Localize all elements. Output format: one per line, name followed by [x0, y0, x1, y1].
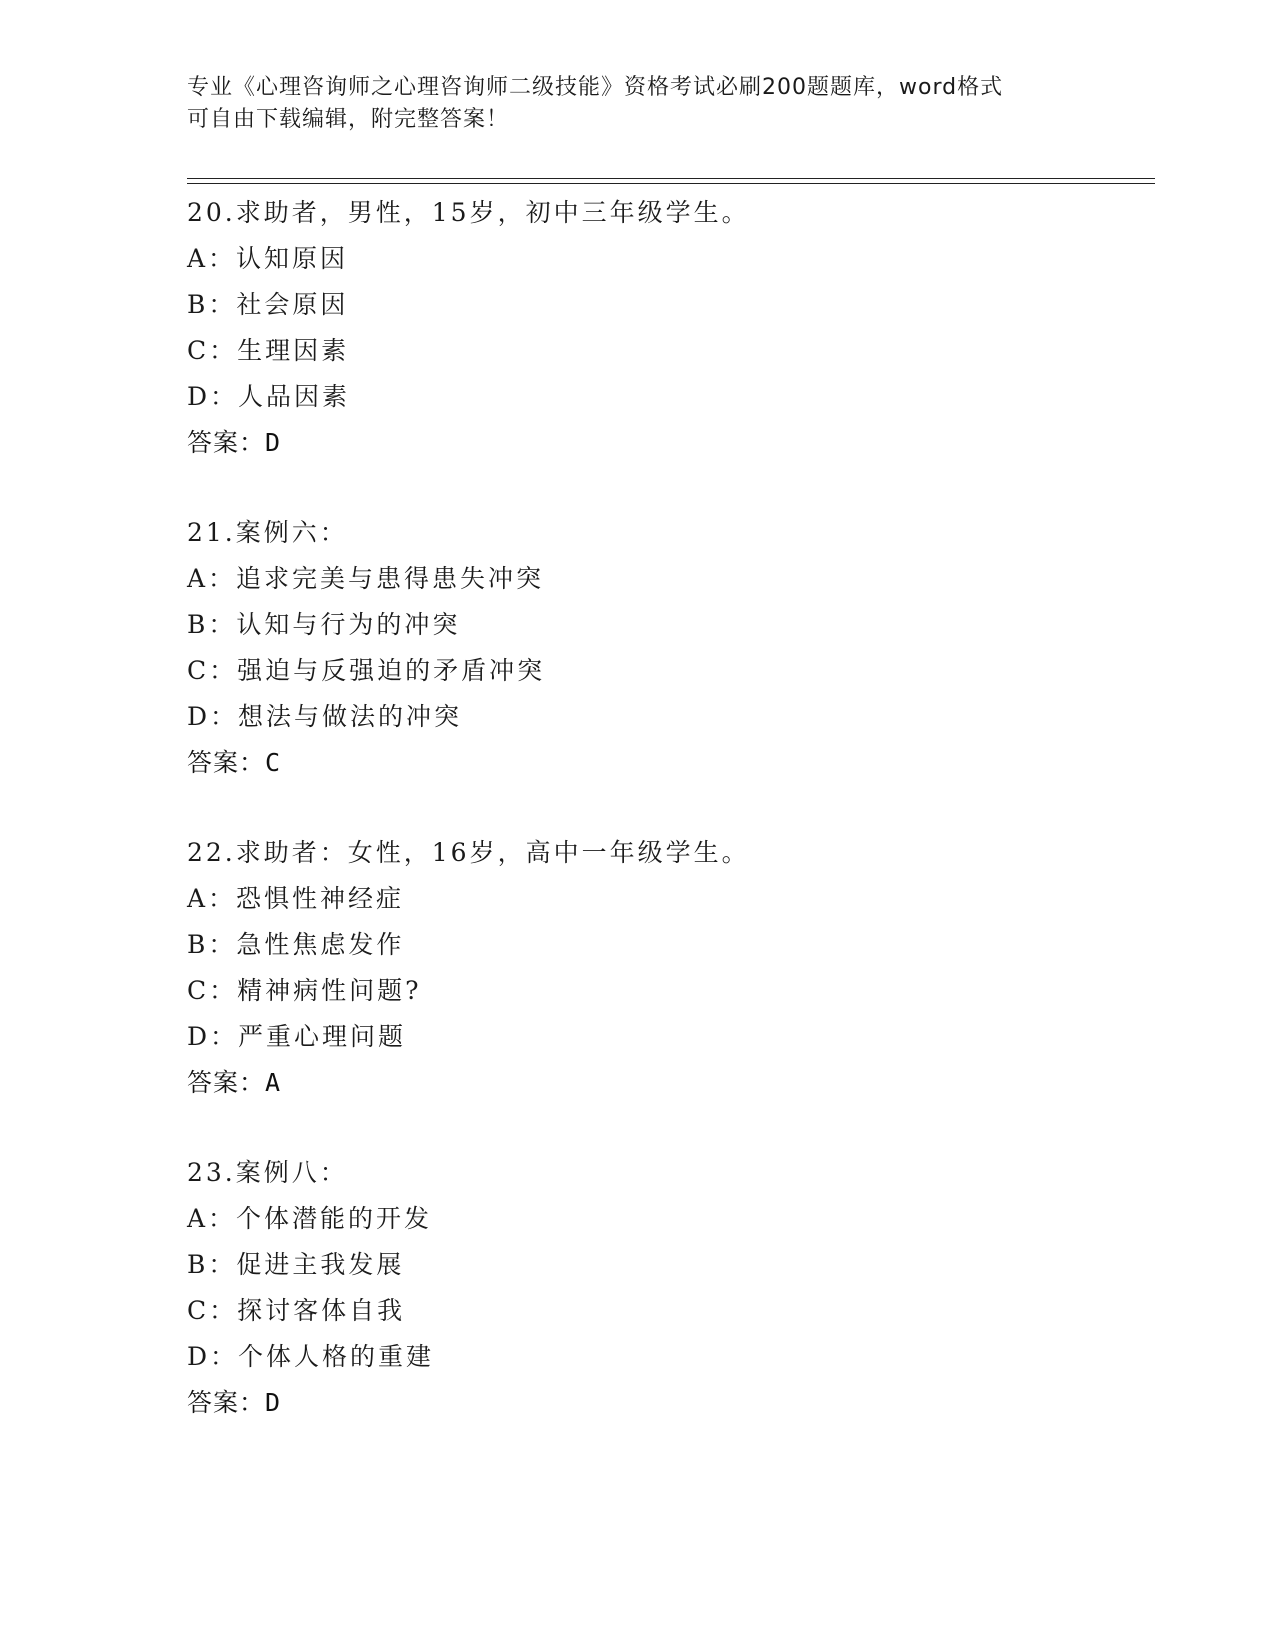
question-stem: 21.案例六：	[187, 518, 348, 547]
question-spacer	[187, 1106, 1137, 1150]
question-stem: 23.案例八：	[187, 1158, 348, 1187]
question-20	[187, 190, 1137, 466]
option-b: B：促进主我发展	[187, 1250, 405, 1279]
answer-line: 答案：D	[187, 428, 282, 457]
question-21	[187, 510, 1137, 786]
header-line-1: 专业《心理咨询师之心理咨询师二级技能》资格考试必刷200题题库，word格式	[187, 75, 1004, 100]
question-stem: 20.求助者，男性，15岁，初中三年级学生。	[187, 198, 750, 227]
option-c: C：生理因素	[187, 336, 350, 365]
option-a: A：个体潜能的开发	[187, 1204, 433, 1233]
header-divider-bottom	[187, 183, 1155, 184]
option-c: C：探讨客体自我	[187, 1296, 406, 1325]
option-b: B：急性焦虑发作	[187, 930, 405, 959]
answer-line: 答案：C	[187, 748, 282, 777]
option-b: B：社会原因	[187, 290, 349, 319]
option-a: A：认知原因	[187, 244, 349, 273]
option-a: A：追求完美与患得患失冲突	[187, 564, 545, 593]
option-c: C：精神病性问题?	[187, 976, 422, 1005]
document-header	[187, 72, 1087, 136]
question-stem: 22.求助者：女性，16岁，高中一年级学生。	[187, 838, 750, 867]
question-spacer	[187, 466, 1137, 510]
option-a: A：恐惧性神经症	[187, 884, 405, 913]
option-c: C：强迫与反强迫的矛盾冲突	[187, 656, 546, 685]
answer-line: 答案：D	[187, 1388, 282, 1417]
question-spacer	[187, 786, 1137, 830]
question-22	[187, 830, 1137, 1106]
option-d: D：人品因素	[187, 382, 351, 411]
question-list	[187, 190, 1137, 1426]
option-d: D：想法与做法的冲突	[187, 702, 463, 731]
header-divider-top	[187, 178, 1155, 179]
answer-line: 答案：A	[187, 1068, 282, 1097]
option-d: D：个体人格的重建	[187, 1342, 435, 1371]
option-b: B：认知与行为的冲突	[187, 610, 461, 639]
header-line-2: 可自由下载编辑，附完整答案！	[187, 107, 510, 132]
question-23	[187, 1150, 1137, 1426]
option-d: D：严重心理问题	[187, 1022, 407, 1051]
